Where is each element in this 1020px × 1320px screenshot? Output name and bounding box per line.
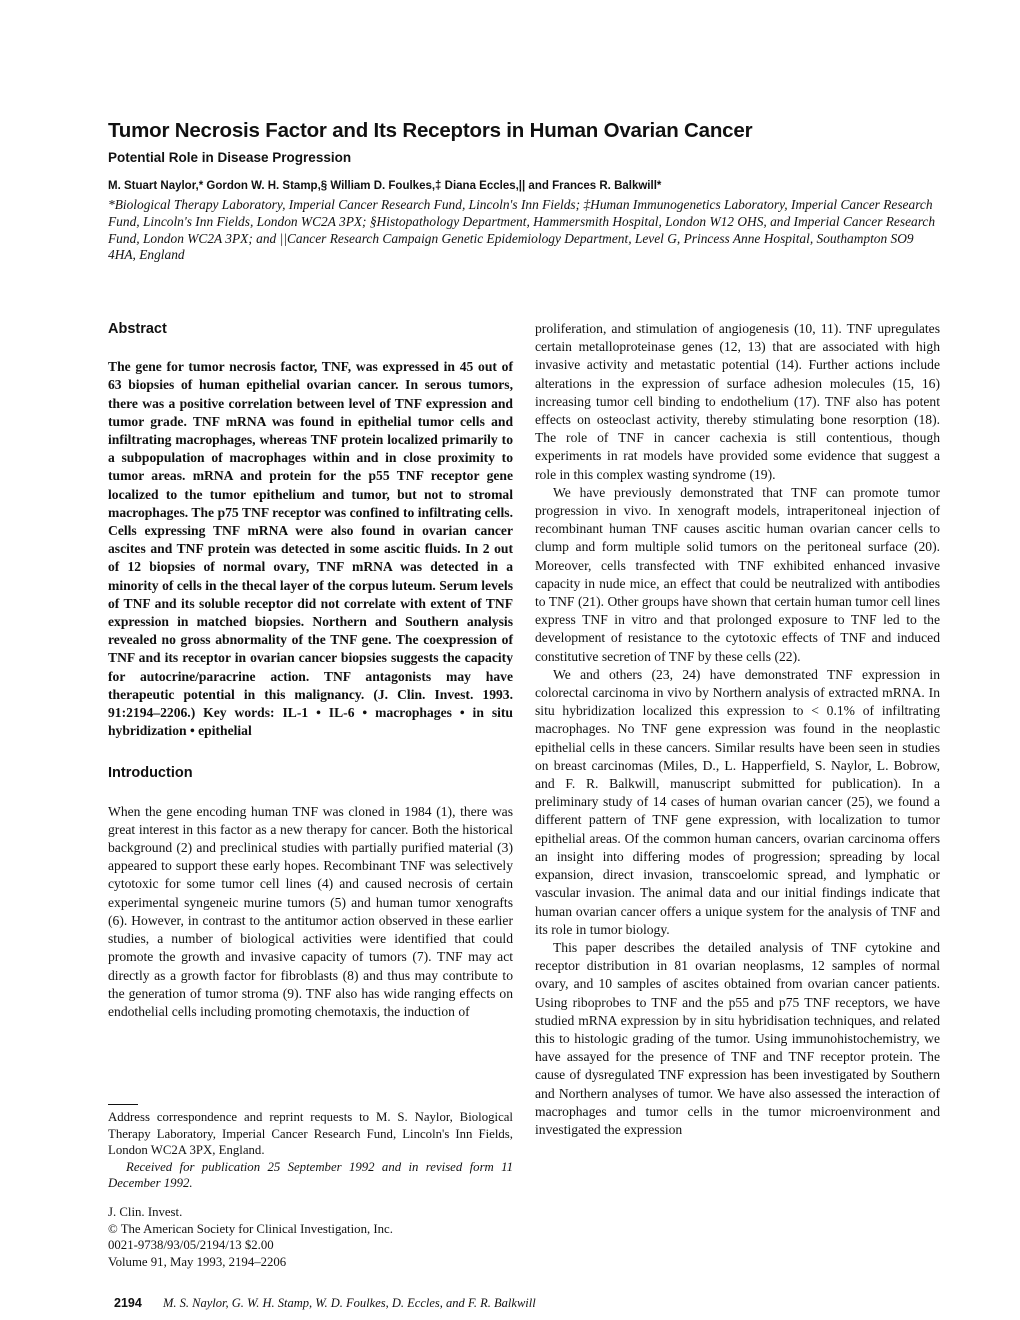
copyright-line: © The American Society for Clinical Investigation, Inc. xyxy=(108,1221,393,1236)
footnote-rule xyxy=(108,1104,138,1105)
running-authors: M. S. Naylor, G. W. H. Stamp, W. D. Foulkes, D. Eccles, and F. R. Balkwill xyxy=(162,1296,536,1310)
correspondence-note: Address correspondence and reprint requests to M. S. Naylor, Biological Therapy Laboratory, Imperial Cancer Research Fund, Lincoln's Inn Fields, London WC2A 3PX, England. xyxy=(108,1110,513,1158)
received-note: Received for publication 25 September 1992 and in revised form 11 December 1992. xyxy=(108,1159,513,1191)
body-paragraph-3: We and others (23, 24) have demonstrated TNF expression in colorectal carcinoma in vivo by Northern analysis of extracted mRNA. In situ hybridization localized this expression to < 0.1% of infiltrating macrophages. No TNF gene expression was found in the neoplastic epithelial cells in these cancers. Similar results have been seen in studies on breast carcinomas (Miles, D., L. Happerfield, S. Naylor, L. Bobrow, and F. R. Balkwill, manuscript submitted for publication). In a preliminary study of 14 cases of human ovarian cancer (25), we found a different pattern of TNF gene expression, with localization to tumor epithelial areas. Of the common human cancers, ovarian carcinoma offers an insight into differing modes of progression; spreading by local expansion, direct invasion, transcoelomic spread, and lymphatic or vascular invasion. The animal data and our initial findings indicate that human ovarian cancer offers a unique system for the analysis of TNF and its role in tumor biology. xyxy=(535,666,940,937)
journal-meta xyxy=(108,1204,513,1270)
left-column xyxy=(108,320,513,1021)
intro-paragraph-1: When the gene encoding human TNF was cloned in 1984 (1), there was great interest in this factor as a new therapy for cancer. Both the historical background (2) and preclinical studies with partially purified material (3) appeared to support these early hopes. Recombinant TNF was selectively cytotoxic for some tumor cell lines (4) and caused necrosis of certain experimental syngeneic murine tumors (5) and human tumor xenografts (6). However, in contrast to the antitumor action observed in these earlier studies, a number of biological activities were identified that could promote the growth and invasive capacity of tumors (7). TNF may act directly as a growth factor for fibroblasts (8) and thus may contribute to the generation of tumor stroma (9). TNF also has wide ranging effects on endothelial cells including promoting chemotaxis, the induction of xyxy=(108,803,513,1019)
volume-line: Volume 91, May 1993, 2194–2206 xyxy=(108,1254,287,1269)
body-paragraph-2: We have previously demonstrated that TNF can promote tumor progression in vivo. In xenograft models, intraperitoneal injection of recombinant human TNF causes ascitic human ovarian cancer cells to clump and form multiple solid tumors on the peritoneal surface (20). Moreover, cells transfected with TNF exhibited enhanced invasive capacity in nude mice, an effect that could be neutralized with antibodies to TNF (21). Other groups have shown that certain human tumor cell lines express TNF in vitro and that prolonged exposure to TNF led to the development of resistance to the cytotoxic effects of TNF and induced constitutive secretion of TNF by these cells (22). xyxy=(535,484,940,664)
paper-title: Tumor Necrosis Factor and Its Receptors in Human Ovarian Cancer xyxy=(108,119,753,142)
paper-subtitle: Potential Role in Disease Progression xyxy=(108,150,352,165)
abstract-heading: Abstract xyxy=(108,321,167,337)
introduction-heading: Introduction xyxy=(108,765,193,782)
affiliations: *Biological Therapy Laboratory, Imperial Cancer Research Fund, Lincoln's Inn Fields; ‡Human Immunogenetics Laboratory, Imperial Cancer Research Fund, Lincoln's Inn Fields, London WC2A 3PX; §Histopathology Department, Hammersmith Hospital, London W12 OHS, and Imperial Cancer Research Fund, London WC2A 3PX; and ||Cancer Research Campaign Genetic Epidemiology Department, Level G, Princess Anne Hospital, Southampton SO9 4HA, England xyxy=(108,197,936,263)
journal-name: J. Clin. Invest. xyxy=(108,1204,183,1219)
right-column xyxy=(535,320,940,1139)
page-footer xyxy=(114,1296,536,1311)
body-paragraph-1: proliferation, and stimulation of angiogenesis (10, 11). TNF upregulates certain metalloproteinase genes (12, 13) that are associated with high invasive activity and metastatic potential (14). Further actions include alterations in the expression of surface adhesion molecules (15, 16) increasing tumor cell binding to endothelium (17). TNF also has potent effects on osteoclast activity, thereby stimulating bone resorption (18). The role of TNF in cancer cachexia is still contentious, though experiments in rat models have provided some evidence that suggest a role in this complex wasting syndrome (19). xyxy=(535,321,940,482)
page-number: 2194 xyxy=(114,1296,142,1310)
issn-line: 0021-9738/93/05/2194/13 $2.00 xyxy=(108,1238,274,1253)
footnotes xyxy=(108,1104,513,1270)
author-list: M. Stuart Naylor,* Gordon W. H. Stamp,§ William D. Foulkes,‡ Diana Eccles,|| and Frances R. Balkwill* xyxy=(108,180,662,192)
abstract-text: The gene for tumor necrosis factor, TNF, was expressed in 45 out of 63 biopsies of human epithelial ovarian cancer. In serous tumors, there was a positive correlation between level of TNF expression and tumor grade. TNF mRNA was found in epithelial tumor cells and infiltrating macrophages, whereas TNF protein localized primarily to a subpopulation of macrophages within and in close proximity to tumor areas. mRNA and protein for the p55 TNF receptor gene localized to the tumor epithelium and tumor, but not to stromal macrophages. The p75 TNF receptor was confined to infiltrating cells. Cells expressing TNF mRNA were also found in ovarian cancer ascites and TNF protein was detected in some ascitic fluids. In 2 out of 12 biopsies of normal ovary, TNF mRNA was detected in a minority of cells in the thecal layer of the corpus luteum. Serum levels of TNF and its soluble receptor did not correlate with extent of TNF expression in matched biopsies. Northern and Southern analysis revealed no gross abnormality of the TNF gene. The coexpression of TNF and its receptor in ovarian cancer biopsies suggests the capacity for autocrine/paracrine action. TNF antagonists may have therapeutic potential in this malignancy. (J. Clin. Invest. 1993. 91:2194–2206.) Key words: IL-1 • IL-6 • macrophages • in situ hybridization • epithelial xyxy=(108,359,513,739)
body-paragraph-4: This paper describes the detailed analysis of TNF cytokine and receptor distribution in 81 ovarian neoplasms, 12 samples of normal ovary, and 10 samples of ascites obtained from ovarian cancer patients. Using riboprobes to TNF and the p55 and p75 TNF receptors, we have studied mRNA expression by in situ hybridisation techniques, and related this to histologic grading of the tumor. Using immunohistochemistry, we have assayed for the presence of TNF and TNF receptor protein. The cause of dysregulated TNF expression has been investigated by Southern and Northern analyses of tumor. We have also assessed the interaction of macrophages and tumor cells in the tumor microenvironment and investigated the expression xyxy=(535,939,940,1137)
